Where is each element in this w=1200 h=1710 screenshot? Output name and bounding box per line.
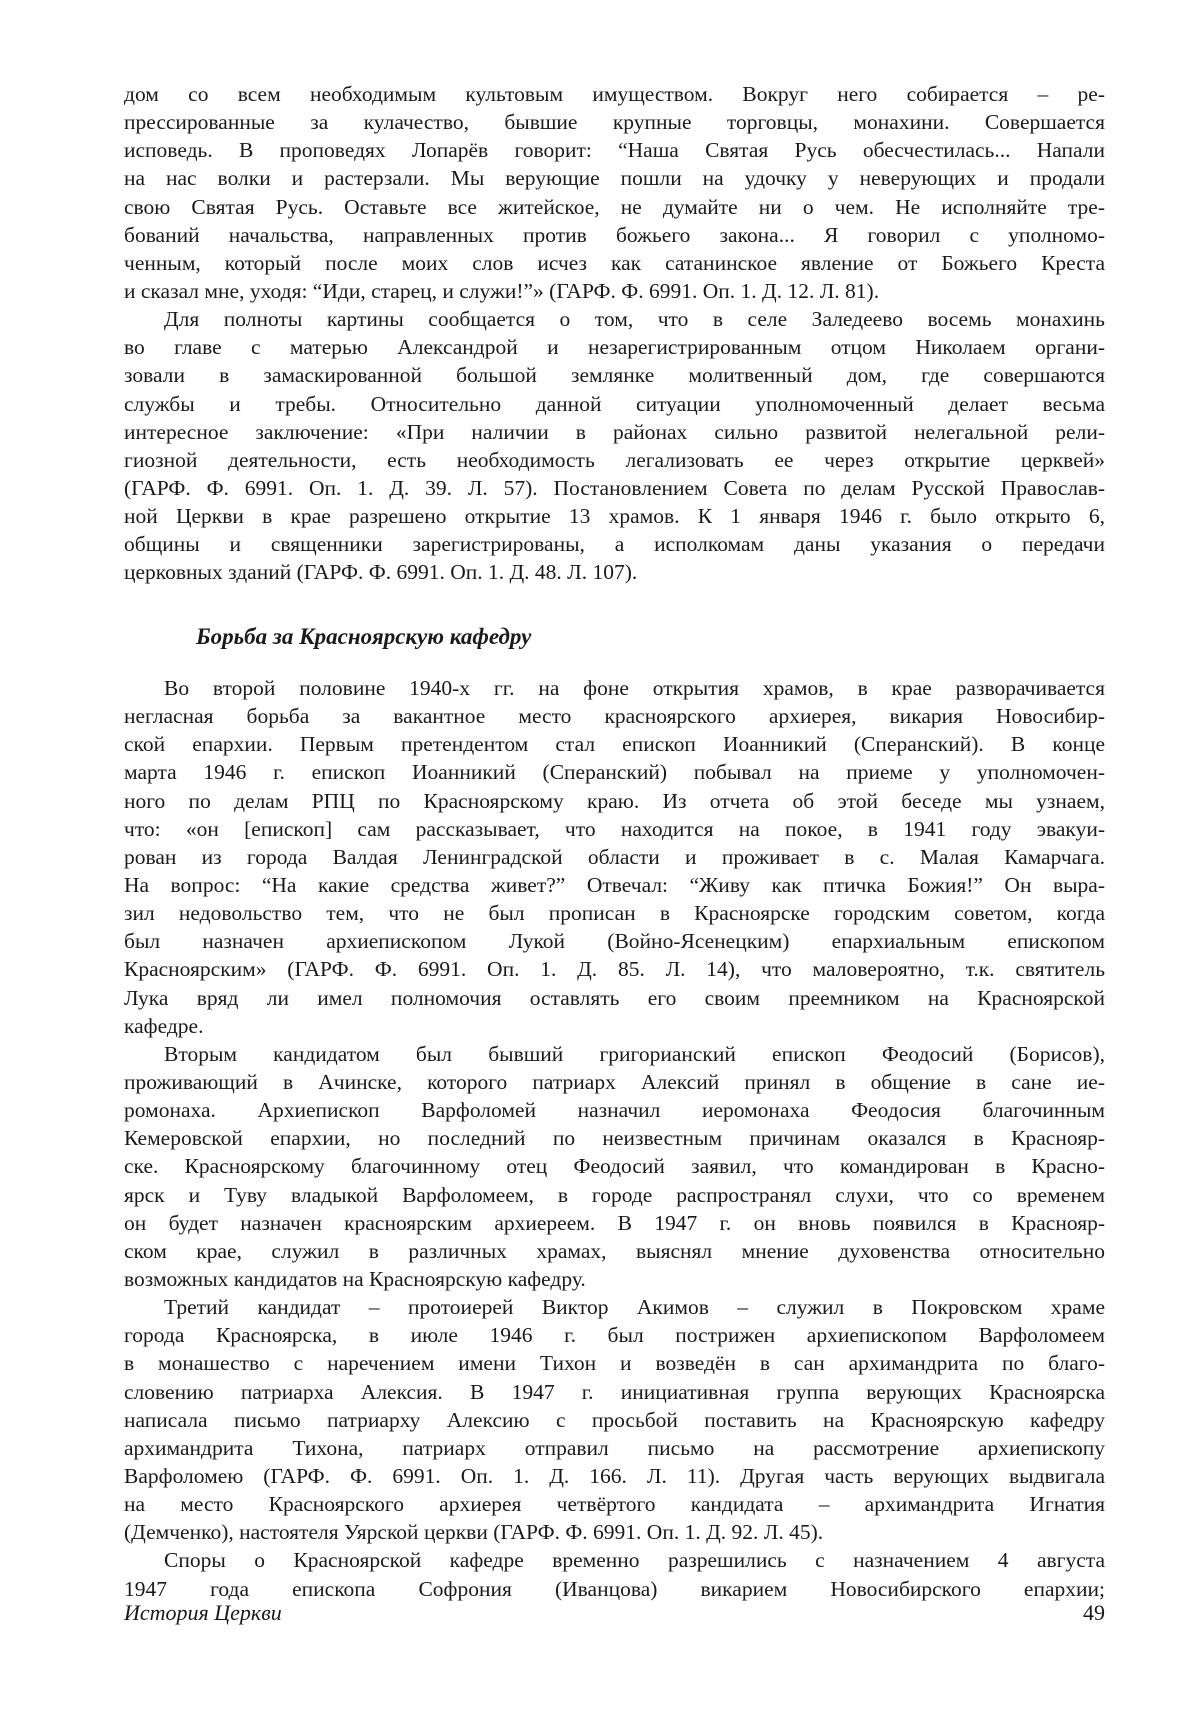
text-line: церковных зданий (ГАРФ. Ф. 6991. Оп. 1. Д. 48. Л. 107). — [124, 558, 1105, 586]
text-line: архимандрита Тихона, патриарх отправил письмо на рассмотрение архиепископу — [124, 1434, 1105, 1462]
text-line: исповедь. В проповедях Лопарёв говорит: “Наша Святая Русь обесчестилась... Напали — [124, 136, 1105, 164]
text-line: ромонаха. Архиепископ Варфоломей назначил иеромонаха Феодосия благочинным — [124, 1096, 1105, 1124]
text-line: во главе с матерью Александрой и незарегистрированным отцом Николаем органи- — [124, 333, 1105, 361]
section-heading: Борьба за Красноярскую кафедру — [196, 622, 531, 652]
text-line: дом со всем необходимым культовым имуществом. Вокруг него собирается – ре- — [124, 80, 1105, 108]
running-footer-title: История Церкви — [124, 1600, 282, 1626]
text-line: Для полноты картины сообщается о том, что в селе Заледеево восемь монахинь — [124, 305, 1105, 333]
text-line: он будет назначен красноярским архиереем. В 1947 г. он вновь появился в Краснояр- — [124, 1209, 1105, 1237]
text-line: ченным, который после моих слов исчез как сатанинское явление от Божьего Креста — [124, 249, 1105, 277]
paragraph — [124, 1040, 1105, 1293]
text-line: и сказал мне, уходя: “Иди, старец, и служи!”» (ГАРФ. Ф. 6991. Оп. 1. Д. 12. Л. 81). — [124, 277, 1105, 305]
text-line: негласная борьба за вакантное место красноярского архиерея, викария Новосибир- — [124, 702, 1105, 730]
text-line: написала письмо патриарху Алексию с просьбой поставить на Красноярскую кафедру — [124, 1406, 1105, 1434]
text-line: марта 1946 г. епископ Иоанникий (Сперанский) побывал на приеме у уполномочен- — [124, 758, 1105, 786]
text-line: Споры о Красноярской кафедре временно разрешились с назначением 4 августа — [124, 1546, 1105, 1574]
text-line: На вопрос: “На какие средства живет?” Отвечал: “Живу как птичка Божия!” Он выра- — [124, 871, 1105, 899]
text-line: ной Церкви в крае разрешено открытие 13 храмов. К 1 января 1946 г. было открыто 6, — [124, 502, 1105, 530]
text-line: Варфоломею (ГАРФ. Ф. 6991. Оп. 1. Д. 166. Л. 11). Другая часть верующих выдвигала — [124, 1462, 1105, 1490]
page-number: 49 — [1083, 1600, 1105, 1626]
paragraph — [124, 674, 1105, 1040]
text-line: бований начальства, направленных против божьего закона... Я говорил с уполномо- — [124, 221, 1105, 249]
text-line: 1947 года епископа Софрония (Иванцова) викарием Новосибирского епархии; — [124, 1575, 1105, 1603]
paragraph — [124, 1546, 1105, 1602]
text-line: ском крае, служил в различных храмах, выяснял мнение духовенства относительно — [124, 1237, 1105, 1265]
body-section-2 — [124, 674, 1105, 1603]
text-line: общины и священники зарегистрированы, а исполкомам даны указания о передачи — [124, 530, 1105, 558]
text-line: Третий кандидат – протоиерей Виктор Акимов – служил в Покровском храме — [124, 1293, 1105, 1321]
text-line: Лука вряд ли имел полномочия оставлять его своим преемником на Красноярской — [124, 984, 1105, 1012]
text-line: словению патриарха Алексия. В 1947 г. инициативная группа верующих Красноярска — [124, 1378, 1105, 1406]
text-line: проживающий в Ачинске, которого патриарх Алексий принял в общение в сане ие- — [124, 1068, 1105, 1096]
text-line: прессированные за кулачество, бывшие крупные торговцы, монахини. Совершается — [124, 108, 1105, 136]
text-line: города Красноярска, в июле 1946 г. был пострижен архиепископом Варфоломеем — [124, 1321, 1105, 1349]
paragraph — [124, 1293, 1105, 1546]
body-section-1 — [124, 80, 1105, 587]
text-line: (Демченко), настоятеля Уярской церкви (ГАРФ. Ф. 6991. Оп. 1. Д. 92. Л. 45). — [124, 1518, 1105, 1546]
text-line: возможных кандидатов на Красноярскую кафедру. — [124, 1265, 1105, 1293]
text-line: Вторым кандидатом был бывший григорианский епископ Феодосий (Борисов), — [124, 1040, 1105, 1068]
text-line: ярск и Туву владыкой Варфоломеем, в городе распространял слухи, что со временем — [124, 1181, 1105, 1209]
text-line: ного по делам РПЦ по Красноярскому краю. Из отчета об этой беседе мы узнаем, — [124, 787, 1105, 815]
text-line: был назначен архиепископом Лукой (Войно-Ясенецким) епархиальным епископом — [124, 927, 1105, 955]
text-line: ской епархии. Первым претендентом стал епископ Иоанникий (Сперанский). В конце — [124, 730, 1105, 758]
text-line: на нас волки и растерзали. Мы верующие пошли на удочку у неверующих и продали — [124, 164, 1105, 192]
text-line: кафедре. — [124, 1012, 1105, 1040]
text-line: гиозной деятельности, есть необходимость легализовать ее через открытие церквей» — [124, 446, 1105, 474]
text-line: зил недовольство тем, что не был прописан в Красноярске городским советом, когда — [124, 899, 1105, 927]
text-line: Кемеровской епархии, но последний по неизвестным причинам оказался в Краснояр- — [124, 1124, 1105, 1152]
text-line: (ГАРФ. Ф. 6991. Оп. 1. Д. 39. Л. 57). Постановлением Совета по делам Русской Православ- — [124, 474, 1105, 502]
text-line: Во второй половине 1940-х гг. на фоне открытия храмов, в крае разворачивается — [124, 674, 1105, 702]
paragraph — [124, 80, 1105, 305]
text-line: рован из города Валдая Ленинградской области и проживает в с. Малая Камарчага. — [124, 843, 1105, 871]
text-line: Красноярским» (ГАРФ. Ф. 6991. Оп. 1. Д. 85. Л. 14), что маловероятно, т.к. святитель — [124, 955, 1105, 983]
text-line: свою Святая Русь. Оставьте все житейское, не думайте ни о чем. Не исполняйте тре- — [124, 193, 1105, 221]
text-line: ске. Красноярскому благочинному отец Феодосий заявил, что командирован в Красно- — [124, 1152, 1105, 1180]
text-line: интересное заключение: «При наличии в районах сильно развитой нелегальной рели- — [124, 418, 1105, 446]
text-line: на место Красноярского архиерея четвёртого кандидата – архимандрита Игнатия — [124, 1490, 1105, 1518]
text-line: что: «он [епископ] сам рассказывает, что находится на покое, в 1941 году эвакуи- — [124, 815, 1105, 843]
text-line: в монашество с наречением имени Тихон и возведён в сан архимандрита по благо- — [124, 1349, 1105, 1377]
paragraph — [124, 305, 1105, 586]
text-line: службы и требы. Относительно данной ситуации уполномоченный делает весьма — [124, 390, 1105, 418]
text-line: зовали в замаскированной большой землянке молитвенный дом, где совершаются — [124, 361, 1105, 389]
